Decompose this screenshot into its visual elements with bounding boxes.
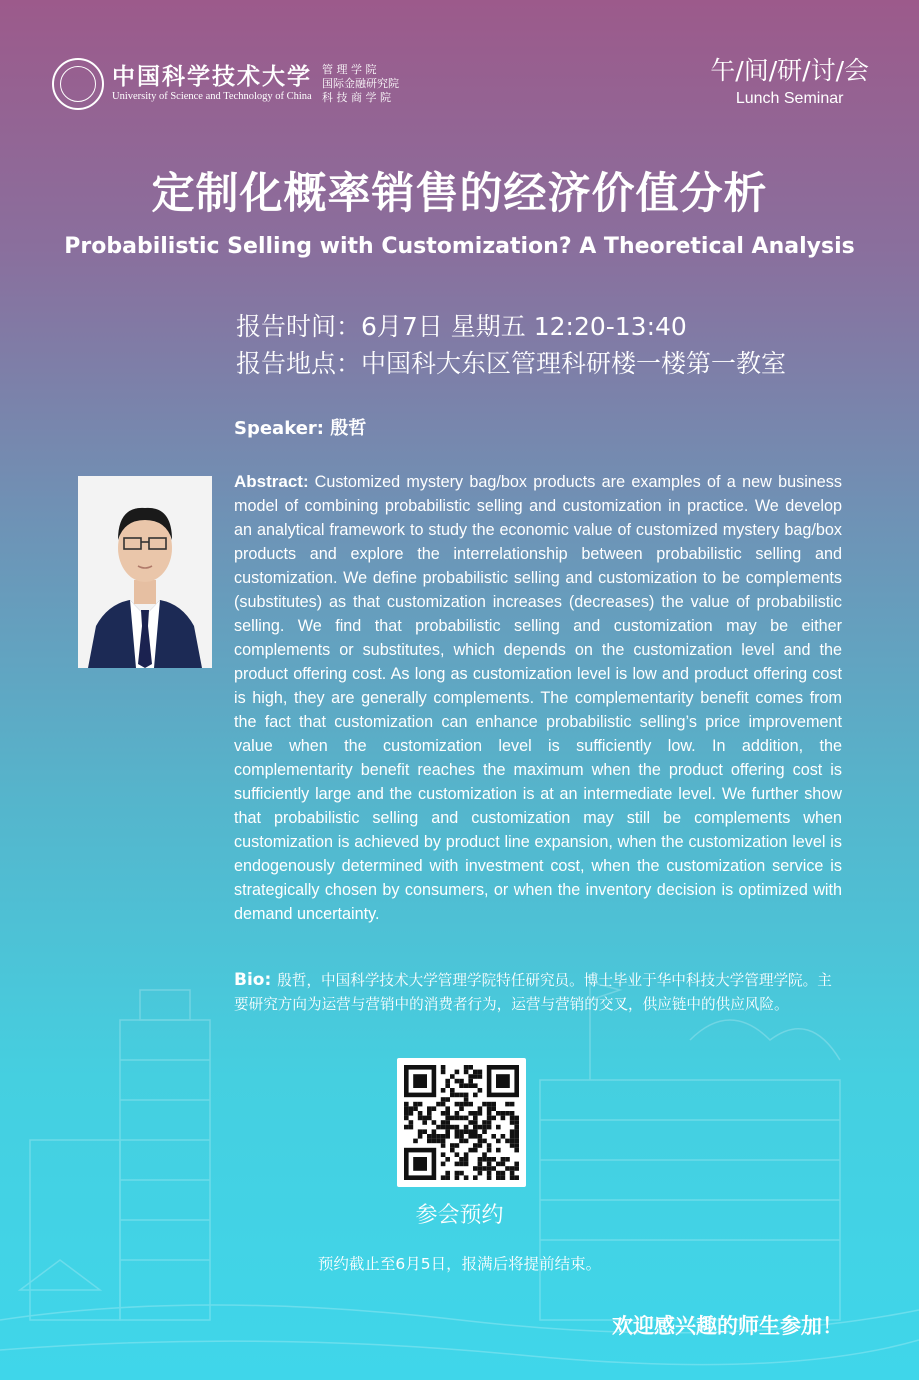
- seminar-label-en: Lunch Seminar: [735, 90, 844, 107]
- bio: [234, 968, 842, 1017]
- seminar-label: [710, 56, 869, 108]
- welcome-message: 欢迎感兴趣的师生参加！: [612, 1314, 843, 1338]
- school-names: [322, 63, 399, 105]
- talk-title-en: Probabilistic Selling with Customization? A Theoretical Analysis: [64, 234, 855, 259]
- bio-text: 殷哲，中国科学技术大学管理学院特任研究员。博士毕业于华中科技大学管理学院。主要研究方向为运营与营销中的消费者行为，运营与营销的交叉，供应链中的供应风险。: [234, 972, 832, 1013]
- abstract-label: Abstract:: [234, 472, 309, 491]
- talk-title-cn: 定制化概率销售的经济价值分析: [151, 169, 768, 219]
- university-name-cn: 中国科学技术大学: [112, 63, 312, 90]
- bio-label: Bio:: [234, 970, 272, 990]
- seminar-label-cn: 午/间/研/讨/会: [710, 56, 869, 85]
- speaker-name: 殷哲: [330, 418, 367, 439]
- school-name: 管 理 学 院: [322, 63, 377, 76]
- registration-qr-code[interactable]: [397, 1058, 526, 1187]
- university-seal-icon: [52, 58, 104, 110]
- school-name: 国际金融研究院: [322, 77, 399, 90]
- speaker: [234, 414, 366, 440]
- talk-time: 报告时间：6月7日 星期五 12:20-13:40: [236, 312, 687, 341]
- abstract-text: Customized mystery bag/box products are examples of a new business model of combining probabilistic selling and customization in practice. We develop an analytical framework to study the economic value of customized mystery bag/box products and explore the interrelationship between probabilistic selling and customization. We define probabilistic selling and customization to be complements (substitutes) as that customization increases (decreases) the value of probabilistic selling. We find that probabilistic selling and customization may be either complements or substitutes, which depends on the customization level and the product offering cost. As long as customization level is low and product offering cost is high, they are generally complements. The complementarity benefit comes from the fact that customization can enhance probabilistic selling’s price improvement value when the customization level is sufficiently low. In addition, the complementarity benefit reaches the maximum when the product offering cost is sufficiently large and the customization is at an intermediate level. We further show that probabilistic selling and customization may still be complements when customization is achieved by product line expansion, when the customization level is endogenously determined with investment cost, when the customization service is strategically chosen by consumers, or when the inventory decision is optimized with demand uncertainty.: [234, 473, 842, 923]
- speaker-label: Speaker:: [234, 418, 324, 439]
- speaker-photo: [78, 476, 212, 668]
- school-name: 科 技 商 学 院: [322, 91, 391, 104]
- university-name-en: University of Science and Technology of China: [112, 91, 312, 102]
- abstract: [234, 470, 842, 926]
- registration-deadline: 预约截止至6月5日，报满后将提前结束。: [317, 1255, 602, 1273]
- talk-place: 报告地点：中国科大东区管理科研楼一楼第一教室: [236, 349, 787, 378]
- registration-label: 参会预约: [415, 1203, 504, 1228]
- university-name: [112, 64, 312, 104]
- talk-info: [236, 308, 786, 382]
- university-logo: [52, 58, 399, 110]
